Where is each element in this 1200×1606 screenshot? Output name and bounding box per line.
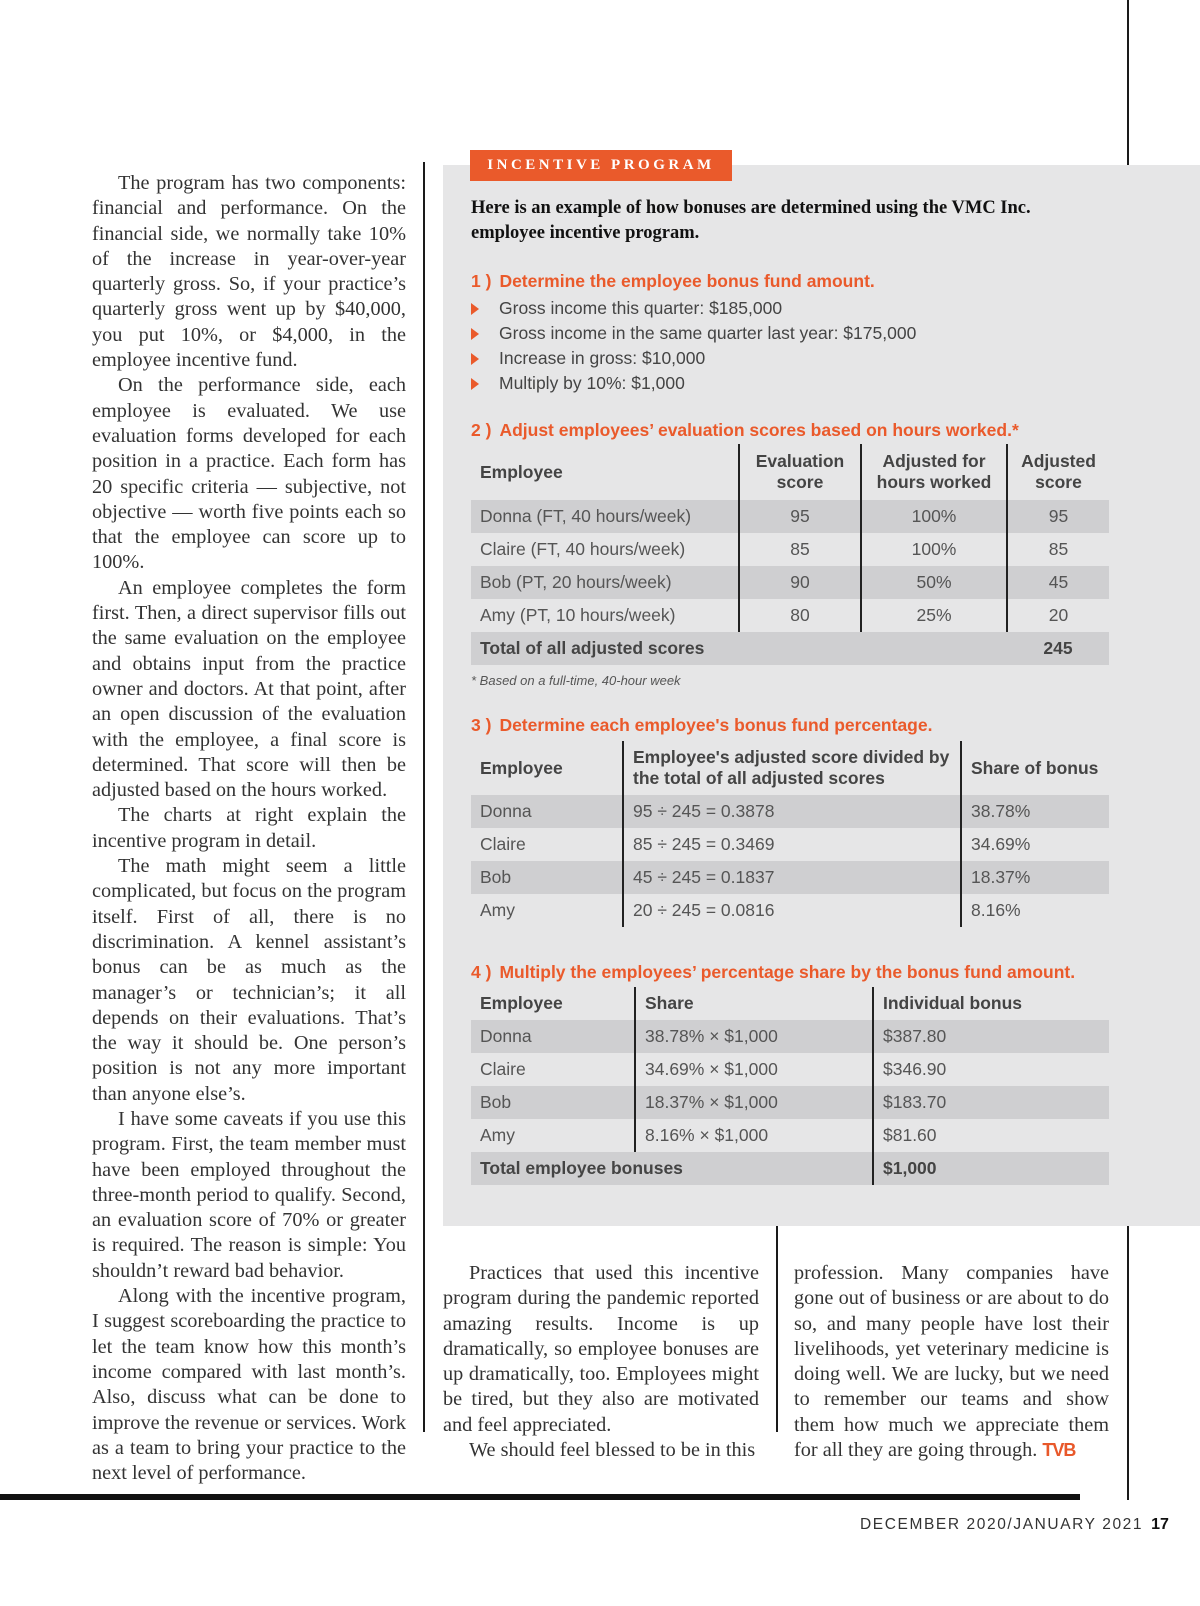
article-paragraph: Along with the incentive program, I suggest scoreboarding the practice to let the team know how this month’s income compared with last month’s. Also, discuss what can be done to improve the revenue or services. Work as a team to bring your practice to the next level of performance.: [92, 1285, 406, 1485]
table-header: Share: [635, 987, 873, 1020]
article-right-column: [794, 1261, 1109, 1463]
list-item: Multiply by 10%: $1,000: [471, 371, 916, 396]
table-row: Claire (FT, 40 hours/week) 85 100% 85: [471, 533, 1109, 566]
article-paragraph: profession. Many companies have gone out of business or are about to do so, and many people have lost their livelihoods, yet veterinary medicine is doing well. We are lucky, but we need to remember our teams and show them how much we appreciate them for all they are going through. TVB: [794, 1262, 1109, 1462]
step-number: 2 ): [471, 420, 492, 440]
step3-heading: [471, 715, 932, 736]
step-number: 3 ): [471, 715, 492, 735]
step-title: Determine each employee's bonus fund percentage.: [499, 715, 933, 735]
table-row: Bob (PT, 20 hours/week) 90 50% 45: [471, 566, 1109, 599]
table-row: Claire 85 ÷ 245 = 0.3469 34.69%: [471, 828, 1109, 861]
table-row: Claire 34.69% × $1,000 $346.90: [471, 1053, 1109, 1086]
table-row: Bob 18.37% × $1,000 $183.70: [471, 1086, 1109, 1119]
list-item: Increase in gross: $10,000: [471, 346, 916, 371]
list-item: Gross income this quarter: $185,000: [471, 296, 916, 321]
footer-rule: [0, 1494, 1080, 1500]
step3-table: [471, 741, 1109, 927]
page-edge-rule-top: [1127, 0, 1129, 165]
page-folio: [860, 1516, 1169, 1534]
arrow-bullet-icon: [471, 353, 479, 365]
step-title: Adjust employees’ evaluation scores based on hours worked.*: [499, 420, 1019, 440]
article-middle-column: [443, 1261, 759, 1463]
table-header: Employee's adjusted score divided by the total of all adjusted scores: [623, 741, 961, 795]
table-row: Donna (FT, 40 hours/week) 95 100% 95: [471, 500, 1109, 533]
table-row: Donna 95 ÷ 245 = 0.3878 38.78%: [471, 795, 1109, 828]
table-row: Amy 20 ÷ 245 = 0.0816 8.16%: [471, 894, 1109, 927]
sidebar-tag: INCENTIVE PROGRAM: [470, 150, 732, 181]
sidebar-intro: Here is an example of how bonuses are determined using the VMC Inc. employee incentive program.: [471, 198, 1031, 243]
step4-table: [471, 987, 1109, 1185]
page-edge-rule-bottom: [1127, 1226, 1129, 1500]
step2-table: [471, 444, 1109, 665]
step1-bullet-list: [471, 296, 916, 396]
table-header: Individual bonus: [873, 987, 1109, 1020]
table-row: Amy 8.16% × $1,000 $81.60: [471, 1119, 1109, 1152]
step-title: Determine the employee bonus fund amount.: [499, 271, 875, 291]
table-header: Adjusted for hours worked: [861, 444, 1007, 500]
table-header: Employee: [480, 757, 563, 778]
table-total-row: Total of all adjusted scores 245: [471, 632, 1109, 665]
step-number: 1 ): [471, 271, 492, 291]
table-row: Donna 38.78% × $1,000 $387.80: [471, 1020, 1109, 1053]
article-paragraph: An employee completes the form first. Then, a direct supervisor fills out the same evaluation on the employee and obtains input from the practice owner and doctors. At that point, after an open discussion of the evaluation with the employee, a final score is determined. That score will then be adjusted based on the hours worked.: [92, 576, 406, 802]
article-paragraph: On the performance side, each employee is evaluated. We use evaluation forms developed for each position in a practice. Each form has 20 specific criteria — subjective, not objective — worth five points each so that the employee can score up to 100%.: [92, 374, 406, 574]
table-row: Amy (PT, 10 hours/week) 80 25% 20: [471, 599, 1109, 632]
article-paragraph: Practices that used this incentive program during the pandemic reported amazing results. Income is up dramatically, so employee bonuses are up dramatically, too. Employees might be tired, but they also are motivated and feel appreciated.: [443, 1262, 759, 1436]
article-paragraph: I have some caveats if you use this program. First, the team member must have been employed throughout the three-month period to qualify. Second, an evaluation score of 70% or greater is required. The reason is simple: You shouldn’t reward bad behavior.: [92, 1107, 406, 1282]
step-number: 4 ): [471, 962, 492, 982]
article-paragraph: The math might seem a little complicated, but focus on the program itself. First of all, there is no discrimination. A kennel assistant’s bonus can be as much as the manager’s or technician’s; it all depends on their evaluations. That’s the way it should be. One person’s position is not any more important than anyone else’s.: [92, 855, 406, 1105]
arrow-bullet-icon: [471, 303, 479, 315]
step-title: Multiply the employees’ percentage share by the bonus fund amount.: [499, 962, 1076, 982]
article-left-column: [92, 171, 406, 1486]
table-header: Adjusted score: [1007, 444, 1109, 500]
tvb-end-mark-logo: TVB: [1042, 1440, 1076, 1461]
issue-date: DECEMBER 2020/JANUARY 2021: [860, 1516, 1144, 1533]
step1-heading: [471, 271, 875, 292]
table-row: Bob 45 ÷ 245 = 0.1837 18.37%: [471, 861, 1109, 894]
table-header: Evaluation score: [739, 444, 861, 500]
arrow-bullet-icon: [471, 378, 479, 390]
arrow-bullet-icon: [471, 328, 479, 340]
column-rule-middle: [776, 1226, 778, 1432]
step2-heading: [471, 420, 1019, 441]
article-paragraph: We should feel blessed to be in this: [469, 1439, 756, 1462]
table-total-row: Total employee bonuses $1,000: [471, 1152, 1109, 1185]
table-header: Employee: [480, 993, 563, 1013]
table-header: Employee: [480, 461, 563, 482]
article-paragraph: The program has two components: financial and performance. On the financial side, we normally take 10% of the increase in year-over-year quarterly gross. So, if your practice’s quarterly gross went up by $40,000, you put 10%, or $4,000, in the employee incentive fund.: [92, 172, 406, 372]
table-header: Share of bonus: [961, 741, 1109, 795]
page-number: 17: [1151, 1516, 1169, 1533]
step2-footnote: * Based on a full-time, 40-hour week: [471, 673, 681, 688]
article-paragraph: The charts at right explain the incentive program in detail.: [92, 804, 406, 852]
list-item: Gross income in the same quarter last year: $175,000: [471, 321, 916, 346]
step4-heading: [471, 962, 1075, 983]
column-rule-left: [423, 162, 425, 1432]
